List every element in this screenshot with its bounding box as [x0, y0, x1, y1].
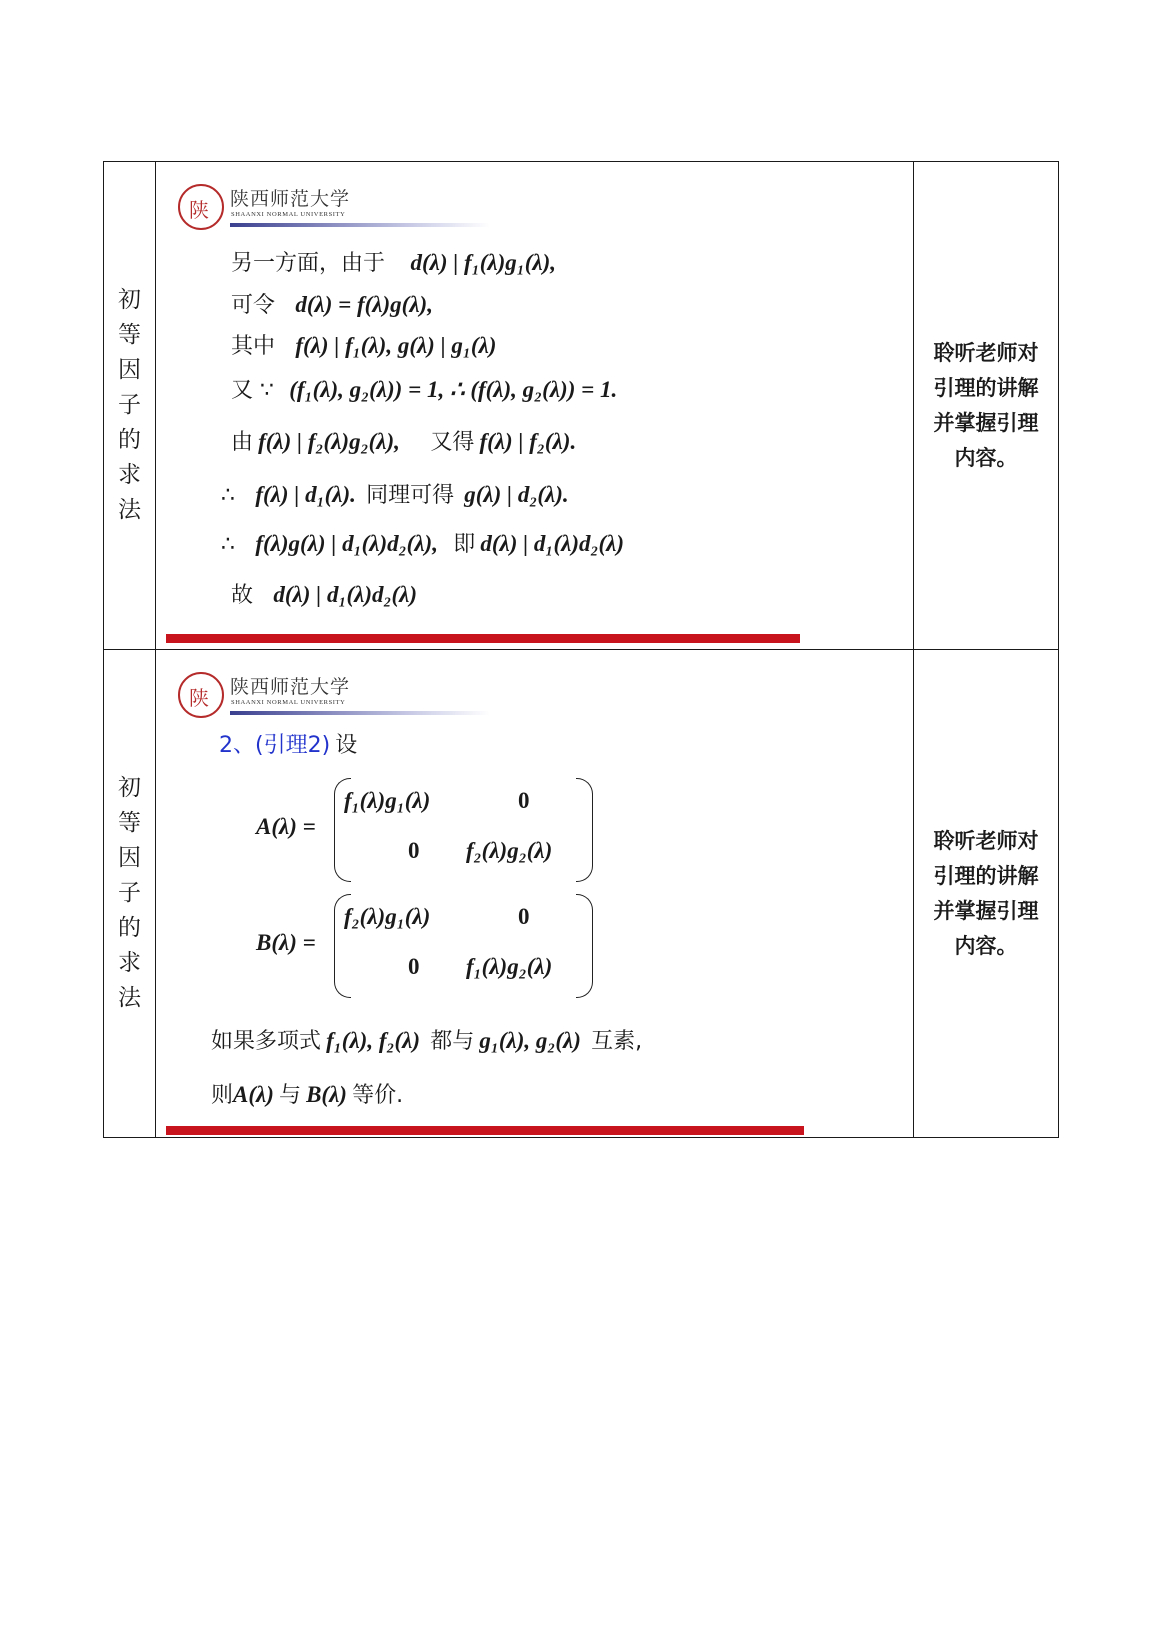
matrix-b: B(λ) = f₂(λ)g₁(λ) 0 0 f₁(λ)g₂(λ) [256, 894, 616, 998]
lemma-statement: 如果多项式 f₁(λ), f₂(λ) 都与 g₁(λ), g₂(λ) 互素, [211, 1028, 643, 1054]
logo-underline [230, 223, 490, 227]
proof-line: 其中 f(λ) | f₁(λ), g(λ) | g₁(λ) [231, 333, 497, 359]
right-bracket [576, 894, 593, 998]
note-cell: 聆听老师对 引理的讲解 并掌握引理 内容。 [914, 162, 1059, 650]
topic-char: 因 [118, 845, 141, 871]
topic-char: 因 [118, 357, 141, 383]
topic-char: 等 [118, 810, 141, 836]
topic-char: 初 [118, 775, 141, 801]
seal-icon [178, 184, 224, 230]
red-divider [166, 1126, 804, 1135]
slide-cell [156, 650, 914, 1138]
seal-icon [178, 672, 224, 718]
right-bracket [576, 778, 593, 882]
proof-line: ∴ f(λ)g(λ) | d₁(λ)d₂(λ), 即 d(λ) | d₁(λ)d₂(λ) [221, 531, 625, 557]
proof-line: 又 ∵ (f₁(λ), g₂(λ)) = 1, ∴ (f(λ), g₂(λ)) = 1. [231, 377, 618, 403]
slide-cell [156, 162, 914, 650]
proof-line: 另一方面，由于 d(λ) | f₁(λ)g₁(λ), [231, 250, 557, 276]
topic-char: 等 [118, 322, 141, 348]
proof-line: 故 d(λ) | d₁(λ)d₂(λ) [231, 582, 418, 608]
proof-line: ∴ f(λ) | d₁(λ). 同理可得 g(λ) | d₂(λ). [221, 482, 569, 508]
proof-line: 可令 d(λ) = f(λ)g(λ), [231, 292, 433, 318]
topic-char: 子 [118, 880, 141, 906]
matrix-a: A(λ) = f₁(λ)g₁(λ) 0 0 f₂(λ)g₂(λ) [256, 778, 616, 882]
table-row [104, 162, 1059, 650]
proof-line: 由 f(λ) | f₂(λ)g₂(λ), 又得 f(λ) | f₂(λ). [231, 429, 577, 455]
topic-char: 求 [118, 462, 141, 488]
lemma-conclusion: 则A(λ) 与 B(λ) 等价. [211, 1082, 404, 1108]
university-logo: 陕 陕西师范大学 SHAANXI NORMAL UNIVERSITY [178, 184, 508, 234]
topic-cell [104, 650, 156, 1138]
lesson-table [103, 161, 1059, 1138]
topic-char: 初 [118, 287, 141, 313]
topic-cell [104, 162, 156, 650]
topic-char: 的 [118, 915, 141, 941]
topic-char: 的 [118, 427, 141, 453]
note-cell: 聆听老师对 引理的讲解 并掌握引理 内容。 [914, 650, 1059, 1138]
topic-char: 求 [118, 950, 141, 976]
topic-char: 法 [118, 497, 141, 523]
slide-image [156, 162, 913, 649]
topic-char: 子 [118, 392, 141, 418]
university-logo: 陕 陕西师范大学 SHAANXI NORMAL UNIVERSITY [178, 672, 508, 722]
red-divider [166, 634, 800, 643]
topic-char: 法 [118, 985, 141, 1011]
lemma-heading: 2、(引理2) 设 [219, 733, 358, 758]
slide-image [156, 650, 913, 1137]
table-row [104, 650, 1059, 1138]
logo-underline [230, 711, 490, 715]
